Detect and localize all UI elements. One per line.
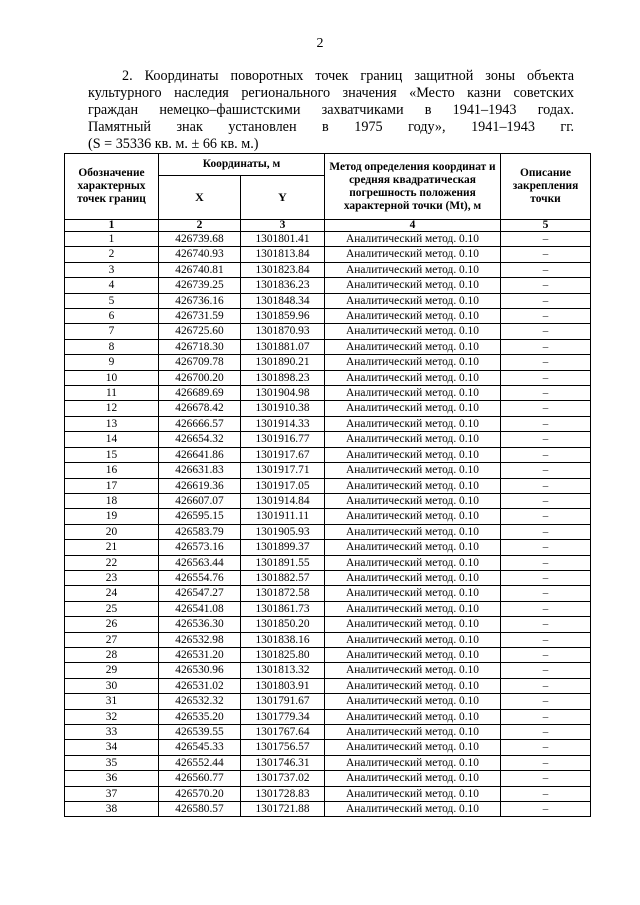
y-coordinate-cell: 1301899.37 [241, 540, 325, 555]
method-cell: Аналитический метод. 0.10 [325, 493, 501, 508]
y-coordinate-cell: 1301825.80 [241, 647, 325, 662]
intro-line: граждан немецко–фашистскими захватчиками в 1941–1943 годах. [88, 102, 574, 118]
description-cell: – [501, 617, 591, 632]
table-row [65, 709, 591, 724]
method-cell: Аналитический метод. 0.10 [325, 694, 501, 709]
point-id-cell: 25 [65, 601, 159, 616]
x-coordinate-cell: 426560.77 [159, 771, 241, 786]
table-row [65, 632, 591, 647]
table-row [65, 540, 591, 555]
y-coordinate-cell: 1301916.77 [241, 432, 325, 447]
point-id-cell: 2 [65, 247, 159, 262]
point-id-cell: 18 [65, 493, 159, 508]
point-id-cell: 33 [65, 725, 159, 740]
x-coordinate-cell: 426535.20 [159, 709, 241, 724]
point-id-cell: 14 [65, 432, 159, 447]
description-cell: – [501, 586, 591, 601]
y-coordinate-cell: 1301882.57 [241, 570, 325, 585]
table-row [65, 493, 591, 508]
y-coordinate-cell: 1301881.07 [241, 339, 325, 354]
method-cell: Аналитический метод. 0.10 [325, 647, 501, 662]
method-cell: Аналитический метод. 0.10 [325, 555, 501, 570]
point-id-cell: 34 [65, 740, 159, 755]
y-coordinate-cell: 1301813.84 [241, 247, 325, 262]
description-cell: – [501, 278, 591, 293]
x-coordinate-cell: 426570.20 [159, 786, 241, 801]
description-cell: – [501, 740, 591, 755]
x-coordinate-cell: 426545.33 [159, 740, 241, 755]
x-coordinate-cell: 426736.16 [159, 293, 241, 308]
method-cell: Аналитический метод. 0.10 [325, 540, 501, 555]
x-coordinate-cell: 426709.78 [159, 355, 241, 370]
method-cell: Аналитический метод. 0.10 [325, 586, 501, 601]
y-coordinate-cell: 1301917.71 [241, 463, 325, 478]
description-cell: – [501, 493, 591, 508]
method-cell: Аналитический метод. 0.10 [325, 802, 501, 817]
method-cell: Аналитический метод. 0.10 [325, 678, 501, 693]
method-cell: Аналитический метод. 0.10 [325, 339, 501, 354]
table-row [65, 771, 591, 786]
x-coordinate-cell: 426700.20 [159, 370, 241, 385]
header-x: X [159, 176, 241, 220]
method-cell: Аналитический метод. 0.10 [325, 324, 501, 339]
table-row [65, 355, 591, 370]
page-number: 2 [316, 36, 324, 51]
intro-line: Памятный знак установлен в 1975 году», 1941–1943 гг. [88, 119, 574, 135]
point-id-cell: 24 [65, 586, 159, 601]
table-row [65, 647, 591, 662]
x-coordinate-cell: 426666.57 [159, 416, 241, 431]
table-row [65, 401, 591, 416]
x-coordinate-cell: 426689.69 [159, 386, 241, 401]
x-coordinate-cell: 426552.44 [159, 755, 241, 770]
table-row [65, 447, 591, 462]
table-row [65, 370, 591, 385]
method-cell: Аналитический метод. 0.10 [325, 401, 501, 416]
header-description: Описание закрепления точки [501, 154, 591, 220]
x-coordinate-cell: 426607.07 [159, 493, 241, 508]
x-coordinate-cell: 426583.79 [159, 524, 241, 539]
table-body [65, 232, 591, 817]
y-coordinate-cell: 1301756.57 [241, 740, 325, 755]
y-coordinate-cell: 1301767.64 [241, 725, 325, 740]
x-coordinate-cell: 426547.27 [159, 586, 241, 601]
point-id-cell: 22 [65, 555, 159, 570]
description-cell: – [501, 663, 591, 678]
table-row [65, 617, 591, 632]
column-number: 4 [325, 220, 501, 232]
point-id-cell: 17 [65, 478, 159, 493]
intro-line: культурного наследия регионального значения «Место казни советских [88, 85, 574, 101]
method-cell: Аналитический метод. 0.10 [325, 755, 501, 770]
y-coordinate-cell: 1301904.98 [241, 386, 325, 401]
y-coordinate-cell: 1301779.34 [241, 709, 325, 724]
method-cell: Аналитический метод. 0.10 [325, 632, 501, 647]
table-row [65, 478, 591, 493]
x-coordinate-cell: 426580.57 [159, 802, 241, 817]
y-coordinate-cell: 1301737.02 [241, 771, 325, 786]
coordinates-table [64, 153, 591, 817]
description-cell: – [501, 262, 591, 277]
x-coordinate-cell: 426731.59 [159, 309, 241, 324]
point-id-cell: 26 [65, 617, 159, 632]
header-point: Обозначение характерных точек границ [65, 154, 159, 220]
point-id-cell: 8 [65, 339, 159, 354]
x-coordinate-cell: 426531.02 [159, 678, 241, 693]
point-id-cell: 7 [65, 324, 159, 339]
x-coordinate-cell: 426619.36 [159, 478, 241, 493]
description-cell: – [501, 232, 591, 247]
description-cell: – [501, 755, 591, 770]
point-id-cell: 16 [65, 463, 159, 478]
intro-paragraph [88, 68, 574, 153]
method-cell: Аналитический метод. 0.10 [325, 432, 501, 447]
point-id-cell: 31 [65, 694, 159, 709]
point-id-cell: 32 [65, 709, 159, 724]
y-coordinate-cell: 1301838.16 [241, 632, 325, 647]
description-cell: – [501, 771, 591, 786]
description-cell: – [501, 601, 591, 616]
column-number: 2 [159, 220, 241, 232]
description-cell: – [501, 447, 591, 462]
table-row [65, 524, 591, 539]
column-number: 3 [241, 220, 325, 232]
table-row [65, 694, 591, 709]
method-cell: Аналитический метод. 0.10 [325, 293, 501, 308]
description-cell: – [501, 401, 591, 416]
method-cell: Аналитический метод. 0.10 [325, 740, 501, 755]
table-row [65, 324, 591, 339]
x-coordinate-cell: 426739.68 [159, 232, 241, 247]
x-coordinate-cell: 426532.98 [159, 632, 241, 647]
method-cell: Аналитический метод. 0.10 [325, 309, 501, 324]
table-row [65, 278, 591, 293]
table-row [65, 740, 591, 755]
table-row [65, 555, 591, 570]
x-coordinate-cell: 426539.55 [159, 725, 241, 740]
y-coordinate-cell: 1301891.55 [241, 555, 325, 570]
method-cell: Аналитический метод. 0.10 [325, 725, 501, 740]
description-cell: – [501, 432, 591, 447]
description-cell: – [501, 694, 591, 709]
y-coordinate-cell: 1301728.83 [241, 786, 325, 801]
description-cell: – [501, 370, 591, 385]
method-cell: Аналитический метод. 0.10 [325, 570, 501, 585]
description-cell: – [501, 725, 591, 740]
method-cell: Аналитический метод. 0.10 [325, 278, 501, 293]
method-cell: Аналитический метод. 0.10 [325, 663, 501, 678]
y-coordinate-cell: 1301914.84 [241, 493, 325, 508]
description-cell: – [501, 293, 591, 308]
point-id-cell: 23 [65, 570, 159, 585]
y-coordinate-cell: 1301870.93 [241, 324, 325, 339]
method-cell: Аналитический метод. 0.10 [325, 370, 501, 385]
table-row [65, 570, 591, 585]
description-cell: – [501, 786, 591, 801]
description-cell: – [501, 524, 591, 539]
table-row [65, 309, 591, 324]
table-row [65, 262, 591, 277]
method-cell: Аналитический метод. 0.10 [325, 601, 501, 616]
y-coordinate-cell: 1301898.23 [241, 370, 325, 385]
x-coordinate-cell: 426541.08 [159, 601, 241, 616]
table-row [65, 755, 591, 770]
header-y: Y [241, 176, 325, 220]
table-row [65, 247, 591, 262]
description-cell: – [501, 509, 591, 524]
method-cell: Аналитический метод. 0.10 [325, 463, 501, 478]
table-row [65, 432, 591, 447]
x-coordinate-cell: 426740.81 [159, 262, 241, 277]
table-row [65, 601, 591, 616]
method-cell: Аналитический метод. 0.10 [325, 262, 501, 277]
table-row [65, 232, 591, 247]
column-number: 5 [501, 220, 591, 232]
table-row [65, 416, 591, 431]
x-coordinate-cell: 426678.42 [159, 401, 241, 416]
method-cell: Аналитический метод. 0.10 [325, 247, 501, 262]
y-coordinate-cell: 1301848.34 [241, 293, 325, 308]
description-cell: – [501, 355, 591, 370]
description-cell: – [501, 632, 591, 647]
x-coordinate-cell: 426532.32 [159, 694, 241, 709]
method-cell: Аналитический метод. 0.10 [325, 617, 501, 632]
y-coordinate-cell: 1301872.58 [241, 586, 325, 601]
x-coordinate-cell: 426563.44 [159, 555, 241, 570]
x-coordinate-cell: 426531.20 [159, 647, 241, 662]
y-coordinate-cell: 1301746.31 [241, 755, 325, 770]
point-id-cell: 10 [65, 370, 159, 385]
point-id-cell: 13 [65, 416, 159, 431]
table-row [65, 786, 591, 801]
x-coordinate-cell: 426530.96 [159, 663, 241, 678]
point-id-cell: 6 [65, 309, 159, 324]
method-cell: Аналитический метод. 0.10 [325, 355, 501, 370]
table-row [65, 663, 591, 678]
table-row [65, 802, 591, 817]
point-id-cell: 19 [65, 509, 159, 524]
y-coordinate-cell: 1301917.05 [241, 478, 325, 493]
method-cell: Аналитический метод. 0.10 [325, 478, 501, 493]
point-id-cell: 38 [65, 802, 159, 817]
point-id-cell: 15 [65, 447, 159, 462]
point-id-cell: 35 [65, 755, 159, 770]
point-id-cell: 29 [65, 663, 159, 678]
point-id-cell: 36 [65, 771, 159, 786]
y-coordinate-cell: 1301914.33 [241, 416, 325, 431]
table-row [65, 293, 591, 308]
y-coordinate-cell: 1301890.21 [241, 355, 325, 370]
point-id-cell: 12 [65, 401, 159, 416]
method-cell: Аналитический метод. 0.10 [325, 232, 501, 247]
y-coordinate-cell: 1301813.32 [241, 663, 325, 678]
method-cell: Аналитический метод. 0.10 [325, 416, 501, 431]
x-coordinate-cell: 426573.16 [159, 540, 241, 555]
intro-line: (S = 35336 кв. м. ± 66 кв. м.) [88, 136, 259, 152]
description-cell: – [501, 247, 591, 262]
y-coordinate-cell: 1301911.11 [241, 509, 325, 524]
description-cell: – [501, 386, 591, 401]
table-row [65, 725, 591, 740]
y-coordinate-cell: 1301836.23 [241, 278, 325, 293]
method-cell: Аналитический метод. 0.10 [325, 709, 501, 724]
x-coordinate-cell: 426740.93 [159, 247, 241, 262]
x-coordinate-cell: 426536.30 [159, 617, 241, 632]
description-cell: – [501, 647, 591, 662]
description-cell: – [501, 463, 591, 478]
x-coordinate-cell: 426595.15 [159, 509, 241, 524]
point-id-cell: 21 [65, 540, 159, 555]
y-coordinate-cell: 1301801.41 [241, 232, 325, 247]
method-cell: Аналитический метод. 0.10 [325, 447, 501, 462]
y-coordinate-cell: 1301859.96 [241, 309, 325, 324]
point-id-cell: 20 [65, 524, 159, 539]
point-id-cell: 1 [65, 232, 159, 247]
intro-line: 2. Координаты поворотных точек границ защитной зоны объекта [122, 68, 574, 84]
point-id-cell: 27 [65, 632, 159, 647]
description-cell: – [501, 540, 591, 555]
point-id-cell: 37 [65, 786, 159, 801]
description-cell: – [501, 570, 591, 585]
point-id-cell: 11 [65, 386, 159, 401]
table-row [65, 339, 591, 354]
y-coordinate-cell: 1301917.67 [241, 447, 325, 462]
y-coordinate-cell: 1301850.20 [241, 617, 325, 632]
description-cell: – [501, 709, 591, 724]
header-method: Метод определения координат и средняя квадратическая погрешность положения характерной точки (Mt), м [325, 154, 501, 220]
table-row [65, 509, 591, 524]
x-coordinate-cell: 426739.25 [159, 278, 241, 293]
x-coordinate-cell: 426654.32 [159, 432, 241, 447]
header-coords: Координаты, м [159, 154, 325, 176]
method-cell: Аналитический метод. 0.10 [325, 771, 501, 786]
x-coordinate-cell: 426641.86 [159, 447, 241, 462]
table-row [65, 463, 591, 478]
column-number: 1 [65, 220, 159, 232]
description-cell: – [501, 555, 591, 570]
description-cell: – [501, 324, 591, 339]
description-cell: – [501, 339, 591, 354]
point-id-cell: 30 [65, 678, 159, 693]
x-coordinate-cell: 426725.60 [159, 324, 241, 339]
description-cell: – [501, 802, 591, 817]
y-coordinate-cell: 1301861.73 [241, 601, 325, 616]
method-cell: Аналитический метод. 0.10 [325, 509, 501, 524]
point-id-cell: 4 [65, 278, 159, 293]
y-coordinate-cell: 1301910.38 [241, 401, 325, 416]
method-cell: Аналитический метод. 0.10 [325, 524, 501, 539]
x-coordinate-cell: 426718.30 [159, 339, 241, 354]
x-coordinate-cell: 426631.83 [159, 463, 241, 478]
description-cell: – [501, 678, 591, 693]
y-coordinate-cell: 1301905.93 [241, 524, 325, 539]
point-id-cell: 3 [65, 262, 159, 277]
method-cell: Аналитический метод. 0.10 [325, 786, 501, 801]
point-id-cell: 28 [65, 647, 159, 662]
y-coordinate-cell: 1301803.91 [241, 678, 325, 693]
y-coordinate-cell: 1301721.88 [241, 802, 325, 817]
method-cell: Аналитический метод. 0.10 [325, 386, 501, 401]
y-coordinate-cell: 1301791.67 [241, 694, 325, 709]
table-row [65, 678, 591, 693]
description-cell: – [501, 478, 591, 493]
y-coordinate-cell: 1301823.84 [241, 262, 325, 277]
x-coordinate-cell: 426554.76 [159, 570, 241, 585]
point-id-cell: 9 [65, 355, 159, 370]
table-row [65, 386, 591, 401]
point-id-cell: 5 [65, 293, 159, 308]
description-cell: – [501, 416, 591, 431]
table-row [65, 586, 591, 601]
description-cell: – [501, 309, 591, 324]
